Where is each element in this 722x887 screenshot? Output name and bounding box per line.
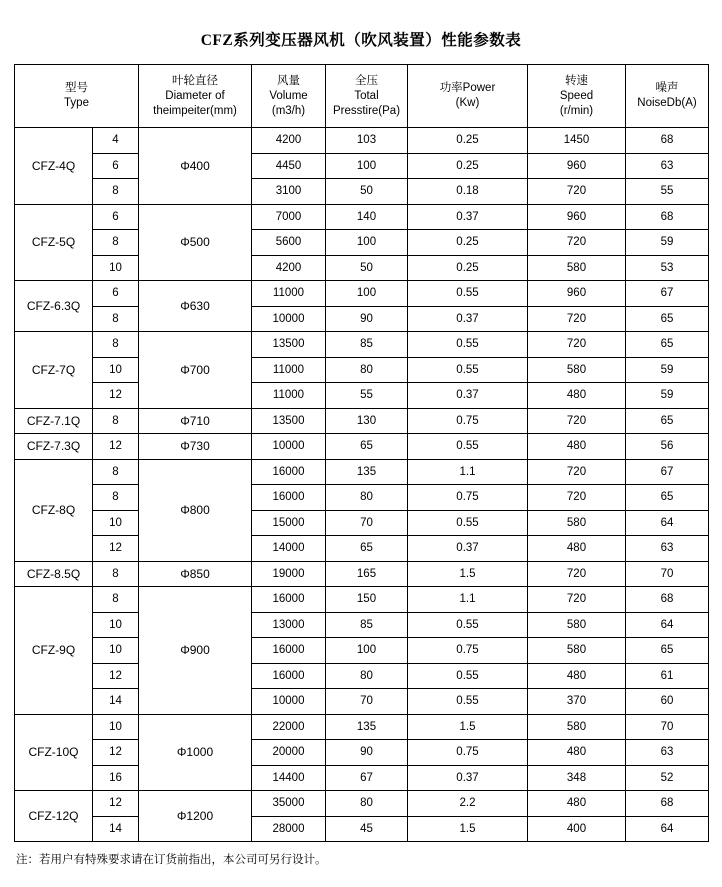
cell-pressure: 80 xyxy=(326,485,408,511)
cell-pressure: 80 xyxy=(326,357,408,383)
cell-noise: 68 xyxy=(626,204,709,230)
cell-blade-count: 8 xyxy=(93,485,139,511)
cell-noise: 59 xyxy=(626,383,709,409)
cell-noise: 61 xyxy=(626,663,709,689)
cell-noise: 64 xyxy=(626,816,709,842)
cell-noise: 67 xyxy=(626,281,709,307)
cell-pressure: 100 xyxy=(326,230,408,256)
table-row xyxy=(15,255,709,281)
cell-noise: 64 xyxy=(626,510,709,536)
cell-volume: 16000 xyxy=(252,663,326,689)
cell-blade-count: 10 xyxy=(93,714,139,740)
column-header-power: 功率Power (Kw) xyxy=(408,65,528,128)
cell-blade-count: 10 xyxy=(93,612,139,638)
cell-pressure: 90 xyxy=(326,740,408,766)
cell-noise: 68 xyxy=(626,128,709,154)
cell-diameter: Φ700 xyxy=(139,332,252,409)
cell-volume: 20000 xyxy=(252,740,326,766)
cell-noise: 67 xyxy=(626,459,709,485)
cell-power: 1.5 xyxy=(408,816,528,842)
cell-pressure: 65 xyxy=(326,536,408,562)
cell-pressure: 103 xyxy=(326,128,408,154)
cell-volume: 14400 xyxy=(252,765,326,791)
cell-power: 0.55 xyxy=(408,689,528,715)
cell-pressure: 80 xyxy=(326,791,408,817)
cell-diameter: Φ850 xyxy=(139,561,252,587)
cell-blade-count: 8 xyxy=(93,587,139,613)
table-row xyxy=(15,638,709,664)
cell-pressure: 85 xyxy=(326,332,408,358)
cell-volume: 11000 xyxy=(252,281,326,307)
cell-volume: 10000 xyxy=(252,434,326,460)
table-row xyxy=(15,765,709,791)
table-row xyxy=(15,510,709,536)
column-header-total-pressure: 全压 Total Presstire(Pa) xyxy=(326,65,408,128)
table-row xyxy=(15,153,709,179)
cell-speed: 480 xyxy=(528,383,626,409)
cell-speed: 580 xyxy=(528,714,626,740)
cell-pressure: 70 xyxy=(326,689,408,715)
cell-speed: 580 xyxy=(528,255,626,281)
cell-power: 0.37 xyxy=(408,306,528,332)
cell-pressure: 100 xyxy=(326,153,408,179)
cell-volume: 19000 xyxy=(252,561,326,587)
cell-model: CFZ-4Q xyxy=(15,128,93,205)
cell-power: 1.5 xyxy=(408,561,528,587)
cell-power: 0.55 xyxy=(408,357,528,383)
cell-power: 1.1 xyxy=(408,459,528,485)
cell-noise: 68 xyxy=(626,791,709,817)
cell-noise: 65 xyxy=(626,485,709,511)
cell-diameter: Φ500 xyxy=(139,204,252,281)
table-row xyxy=(15,434,709,460)
cell-speed: 348 xyxy=(528,765,626,791)
cell-model: CFZ-10Q xyxy=(15,714,93,791)
cell-noise: 70 xyxy=(626,714,709,740)
cell-noise: 59 xyxy=(626,230,709,256)
cell-pressure: 50 xyxy=(326,179,408,205)
cell-speed: 720 xyxy=(528,306,626,332)
cell-blade-count: 16 xyxy=(93,765,139,791)
cell-pressure: 45 xyxy=(326,816,408,842)
cell-diameter: Φ1000 xyxy=(139,714,252,791)
cell-pressure: 150 xyxy=(326,587,408,613)
cell-volume: 4450 xyxy=(252,153,326,179)
cell-volume: 14000 xyxy=(252,536,326,562)
table-row xyxy=(15,587,709,613)
cell-blade-count: 8 xyxy=(93,561,139,587)
cell-diameter: Φ800 xyxy=(139,459,252,561)
cell-blade-count: 14 xyxy=(93,689,139,715)
cell-blade-count: 12 xyxy=(93,740,139,766)
cell-volume: 11000 xyxy=(252,383,326,409)
cell-speed: 720 xyxy=(528,561,626,587)
cell-volume: 11000 xyxy=(252,357,326,383)
cell-power: 0.75 xyxy=(408,740,528,766)
cell-blade-count: 8 xyxy=(93,408,139,434)
cell-power: 1.5 xyxy=(408,714,528,740)
cell-speed: 580 xyxy=(528,510,626,536)
cell-blade-count: 10 xyxy=(93,510,139,536)
cell-pressure: 80 xyxy=(326,663,408,689)
table-row xyxy=(15,740,709,766)
cell-power: 0.55 xyxy=(408,434,528,460)
cell-speed: 480 xyxy=(528,434,626,460)
cell-power: 0.75 xyxy=(408,638,528,664)
column-header-blade-diameter: 叶轮直径 Diameter of theimpeiter(mm) xyxy=(139,65,252,128)
cell-pressure: 65 xyxy=(326,434,408,460)
cell-model: CFZ-6.3Q xyxy=(15,281,93,332)
cell-speed: 480 xyxy=(528,740,626,766)
cell-blade-count: 10 xyxy=(93,357,139,383)
cell-volume: 16000 xyxy=(252,459,326,485)
cell-blade-count: 10 xyxy=(93,638,139,664)
cell-pressure: 100 xyxy=(326,281,408,307)
cell-power: 0.75 xyxy=(408,485,528,511)
cell-model: CFZ-9Q xyxy=(15,587,93,715)
table-row xyxy=(15,204,709,230)
cell-noise: 52 xyxy=(626,765,709,791)
cell-power: 0.37 xyxy=(408,536,528,562)
cell-model: CFZ-5Q xyxy=(15,204,93,281)
cell-pressure: 67 xyxy=(326,765,408,791)
cell-noise: 64 xyxy=(626,612,709,638)
cell-blade-count: 12 xyxy=(93,663,139,689)
page-title: CFZ系列变压器风机（吹风装置）性能参数表 xyxy=(200,32,522,49)
cell-noise: 53 xyxy=(626,255,709,281)
table-row xyxy=(15,230,709,256)
footnote: 注：若用户有特殊要求请在订货前指出，本公司可另行设计。 xyxy=(16,854,327,866)
table-row xyxy=(15,485,709,511)
cell-power: 0.37 xyxy=(408,204,528,230)
cell-volume: 35000 xyxy=(252,791,326,817)
cell-volume: 5600 xyxy=(252,230,326,256)
table-body xyxy=(15,128,709,842)
cell-volume: 16000 xyxy=(252,587,326,613)
cell-noise: 65 xyxy=(626,306,709,332)
cell-blade-count: 6 xyxy=(93,153,139,179)
cell-power: 0.18 xyxy=(408,179,528,205)
cell-model: CFZ-8.5Q xyxy=(15,561,93,587)
cell-speed: 720 xyxy=(528,408,626,434)
table-row xyxy=(15,663,709,689)
cell-speed: 1450 xyxy=(528,128,626,154)
cell-power: 0.25 xyxy=(408,255,528,281)
cell-pressure: 140 xyxy=(326,204,408,230)
cell-volume: 4200 xyxy=(252,128,326,154)
table-row xyxy=(15,689,709,715)
cell-speed: 720 xyxy=(528,230,626,256)
cell-pressure: 50 xyxy=(326,255,408,281)
cell-power: 1.1 xyxy=(408,587,528,613)
table-row xyxy=(15,536,709,562)
cell-volume: 10000 xyxy=(252,689,326,715)
cell-diameter: Φ1200 xyxy=(139,791,252,842)
cell-volume: 3100 xyxy=(252,179,326,205)
cell-speed: 400 xyxy=(528,816,626,842)
cell-noise: 65 xyxy=(626,408,709,434)
cell-speed: 960 xyxy=(528,281,626,307)
cell-blade-count: 6 xyxy=(93,281,139,307)
cell-noise: 63 xyxy=(626,153,709,179)
table-row xyxy=(15,281,709,307)
table-header xyxy=(15,65,709,128)
cell-power: 0.55 xyxy=(408,663,528,689)
cell-volume: 16000 xyxy=(252,485,326,511)
cell-pressure: 55 xyxy=(326,383,408,409)
cell-volume: 22000 xyxy=(252,714,326,740)
cell-blade-count: 8 xyxy=(93,459,139,485)
cell-speed: 480 xyxy=(528,536,626,562)
cell-diameter: Φ900 xyxy=(139,587,252,715)
cell-blade-count: 12 xyxy=(93,434,139,460)
table-row xyxy=(15,791,709,817)
cell-volume: 4200 xyxy=(252,255,326,281)
cell-model: CFZ-8Q xyxy=(15,459,93,561)
cell-blade-count: 4 xyxy=(93,128,139,154)
cell-noise: 65 xyxy=(626,332,709,358)
cell-speed: 720 xyxy=(528,332,626,358)
cell-power: 0.25 xyxy=(408,128,528,154)
cell-speed: 720 xyxy=(528,179,626,205)
cell-power: 0.55 xyxy=(408,510,528,536)
cell-pressure: 100 xyxy=(326,638,408,664)
cell-speed: 960 xyxy=(528,204,626,230)
table-row xyxy=(15,357,709,383)
cell-speed: 580 xyxy=(528,612,626,638)
cell-volume: 16000 xyxy=(252,638,326,664)
cell-model: CFZ-7Q xyxy=(15,332,93,409)
cell-volume: 7000 xyxy=(252,204,326,230)
cell-speed: 580 xyxy=(528,638,626,664)
cell-noise: 55 xyxy=(626,179,709,205)
cell-speed: 720 xyxy=(528,587,626,613)
cell-noise: 56 xyxy=(626,434,709,460)
cell-blade-count: 8 xyxy=(93,179,139,205)
cell-noise: 63 xyxy=(626,536,709,562)
cell-noise: 70 xyxy=(626,561,709,587)
cell-volume: 10000 xyxy=(252,306,326,332)
cell-volume: 13500 xyxy=(252,408,326,434)
table-row xyxy=(15,459,709,485)
cell-volume: 15000 xyxy=(252,510,326,536)
cell-noise: 65 xyxy=(626,638,709,664)
cell-power: 0.55 xyxy=(408,332,528,358)
cell-pressure: 90 xyxy=(326,306,408,332)
specification-table xyxy=(14,64,709,842)
cell-power: 0.37 xyxy=(408,765,528,791)
cell-blade-count: 6 xyxy=(93,204,139,230)
cell-power: 2.2 xyxy=(408,791,528,817)
cell-power: 0.55 xyxy=(408,281,528,307)
cell-blade-count: 12 xyxy=(93,791,139,817)
cell-power: 0.75 xyxy=(408,408,528,434)
cell-pressure: 85 xyxy=(326,612,408,638)
table-row xyxy=(15,383,709,409)
cell-blade-count: 8 xyxy=(93,230,139,256)
cell-diameter: Φ730 xyxy=(139,434,252,460)
cell-blade-count: 12 xyxy=(93,536,139,562)
table-row xyxy=(15,612,709,638)
cell-model: CFZ-7.3Q xyxy=(15,434,93,460)
cell-power: 0.37 xyxy=(408,383,528,409)
cell-power: 0.55 xyxy=(408,612,528,638)
cell-diameter: Φ400 xyxy=(139,128,252,205)
cell-model: CFZ-12Q xyxy=(15,791,93,842)
cell-noise: 60 xyxy=(626,689,709,715)
cell-blade-count: 14 xyxy=(93,816,139,842)
table-row xyxy=(15,816,709,842)
table-row xyxy=(15,408,709,434)
cell-volume: 13000 xyxy=(252,612,326,638)
cell-volume: 13500 xyxy=(252,332,326,358)
cell-pressure: 70 xyxy=(326,510,408,536)
table-row xyxy=(15,179,709,205)
cell-model: CFZ-7.1Q xyxy=(15,408,93,434)
table-row xyxy=(15,306,709,332)
cell-blade-count: 8 xyxy=(93,306,139,332)
table-header-row xyxy=(15,65,709,128)
table-row xyxy=(15,332,709,358)
cell-speed: 960 xyxy=(528,153,626,179)
cell-pressure: 130 xyxy=(326,408,408,434)
cell-speed: 720 xyxy=(528,485,626,511)
cell-blade-count: 8 xyxy=(93,332,139,358)
cell-noise: 63 xyxy=(626,740,709,766)
cell-speed: 480 xyxy=(528,663,626,689)
cell-blade-count: 10 xyxy=(93,255,139,281)
cell-diameter: Φ710 xyxy=(139,408,252,434)
cell-diameter: Φ630 xyxy=(139,281,252,332)
column-header-speed: 转速 Speed (r/min) xyxy=(528,65,626,128)
cell-noise: 59 xyxy=(626,357,709,383)
column-header-noise: 噪声 NoiseDb(A) xyxy=(626,65,709,128)
cell-speed: 370 xyxy=(528,689,626,715)
cell-pressure: 135 xyxy=(326,459,408,485)
table-row xyxy=(15,561,709,587)
cell-noise: 68 xyxy=(626,587,709,613)
cell-volume: 28000 xyxy=(252,816,326,842)
column-header-volume: 风量 Volume (m3/h) xyxy=(252,65,326,128)
cell-power: 0.25 xyxy=(408,153,528,179)
cell-power: 0.25 xyxy=(408,230,528,256)
cell-pressure: 165 xyxy=(326,561,408,587)
cell-speed: 480 xyxy=(528,791,626,817)
cell-speed: 720 xyxy=(528,459,626,485)
cell-blade-count: 12 xyxy=(93,383,139,409)
column-header-model: 型号 Type xyxy=(15,65,139,128)
cell-speed: 580 xyxy=(528,357,626,383)
table-row xyxy=(15,128,709,154)
table-row xyxy=(15,714,709,740)
cell-pressure: 135 xyxy=(326,714,408,740)
